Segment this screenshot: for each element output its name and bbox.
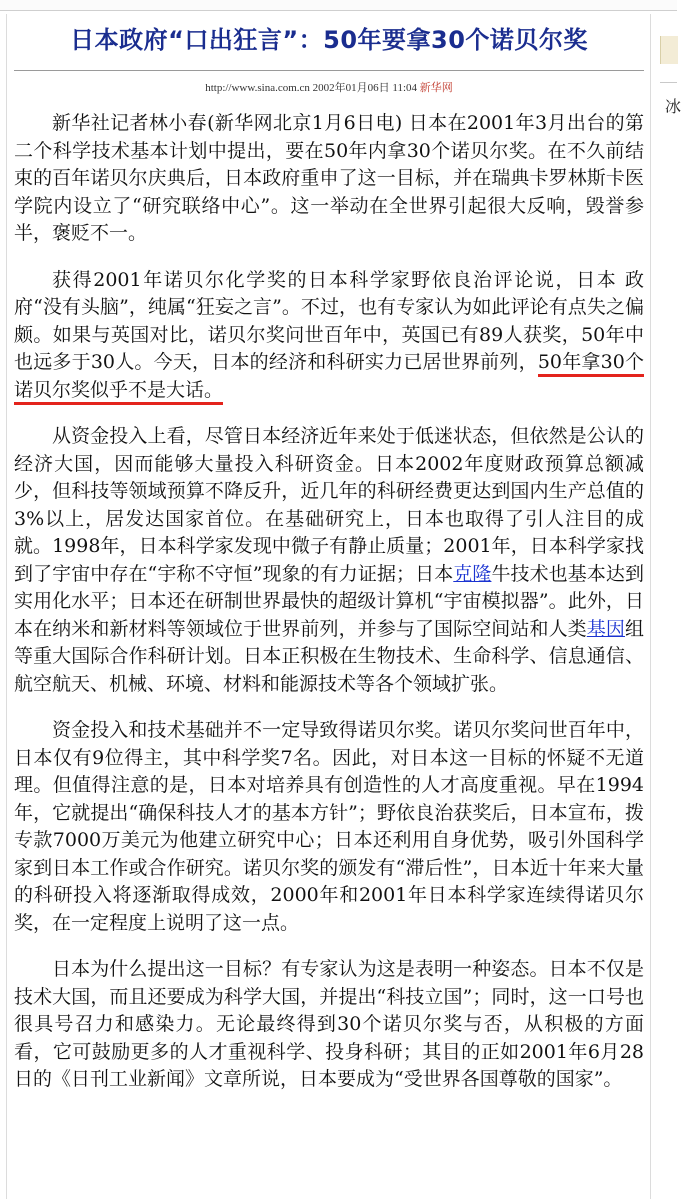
article-url-date: http://www.sina.com.cn 2002年01月06日 11:04 — [205, 82, 418, 94]
article-title: 日本政府“口出狂言”：50年要拿30个诺贝尔奖 — [70, 26, 588, 54]
paragraph-2 — [14, 267, 644, 405]
article-source[interactable]: 新华网 — [419, 81, 453, 94]
news-article — [14, 22, 644, 1113]
left-page-border — [6, 14, 7, 1199]
title-divider — [14, 70, 644, 71]
right-column-fragment-text: 冰 — [665, 97, 681, 116]
highlighted-sentence: 50年拿30个诺贝尔奖似乎不是大话。 — [14, 351, 644, 405]
paragraph-5: 日本为什么提出这一目标？有专家认为这是表明一种姿态。日本不仅是技术大国，而且还要成为科学大国，并提出“科技立国”；同时，这一口号也很具号召力和感染力。无论最终得到30个诺贝尔奖与否，从积极的方面看，它可鼓励更多的人才重视科学、投身科研；其目的正如2001年6月28日的《日刊工业新闻》文章所说，日本要成为“受世界各国尊敬的国家”。 — [14, 958, 644, 1090]
link-gene[interactable]: 基因 — [586, 617, 625, 640]
right-column-fragment-rule — [660, 82, 677, 83]
right-page-border — [650, 14, 651, 1199]
paragraph-3-text-c: 组等重大国际合作科研计划。日本正积极在生物技术、生命科学、信息通信、航空航天、机械、环境、材料和能源技术等各个领域扩张。 — [14, 617, 644, 695]
paragraph-4: 资金投入和技术基础并不一定导致得诺贝尔奖。诺贝尔奖问世百年中，日本仅有9位得主，其中科学奖7名。因此，对日本这一目标的怀疑不无道理。但值得注意的是，日本对培养具有创造性的人才高度重视。早在1994年，它就提出“确保科技人才的基本方针”；野依良治获奖后，日本宣布，拨专款7000万美元为他建立研究中心；日本还利用自身优势，吸引外国科学家到日本工作或合作研究。诺贝尔奖的颁发有“滞后性”，日本近十年来大量的科研投入将逐渐取得成效，2000年和2001年日本科学家连续得诺贝尔奖，在一定程度上说明了这一点。 — [14, 719, 644, 934]
paragraph-3-text-b: 牛技术也基本达到实用化水平；日本还在研制世界最快的超级计算机“宇宙模拟器”。此外，日本在纳米和新材料等领域位于世界前列，并参与了国际空间站和人类 — [14, 562, 644, 640]
paragraph-3 — [14, 423, 644, 698]
browser-top-edge — [0, 0, 677, 11]
article-meta — [14, 80, 644, 96]
right-column-fragment-tab — [660, 36, 678, 64]
paragraph-2-text: 获得2001年诺贝尔化学奖的日本科学家野依良治评论说，日本 政府“没有头脑”，纯属“狂妄之言”。不过，也有专家认为如此评论有点失之偏颇。如果与英国对比，诺贝尔奖问世百年中，英国已有89人获奖，50年中也远多于30人。今天，日本的经济和科研实力已居世界前列， — [14, 268, 644, 373]
paragraph-1: 新华社记者林小春(新华网北京1月6日电) 日本在2001年3月出台的第二个科学技术基本计划中提出，要在50年内拿30个诺贝尔奖。在不久前结束的百年诺贝尔庆典后，日本政府重申了这一目标，并在瑞典卡罗林斯卡医学院内设立了“研究联络中心”。这一举动在全世界引起很大反响，毁誉参半，褒贬不一。 — [14, 112, 644, 244]
link-clone[interactable]: 克隆 — [453, 562, 492, 585]
paragraph-3-text-a: 从资金投入上看，尽管日本经济近年来处于低迷状态，但依然是公认的经济大国，因而能够大量投入科研资金。日本2002年度财政预算总额减少，但科技等领域预算不降反升，近几年的科研经费更达到国内生产总值的3%以上，居发达国家首位。在基础研究上，日本也取得了引人注目的成就。1998年，日本科学家发现中微子有静止质量；2001年，日本科学家找到了宇宙中存在“宇称不守恒”现象的有力证据；日本 — [14, 425, 644, 585]
article-body — [14, 110, 644, 1094]
